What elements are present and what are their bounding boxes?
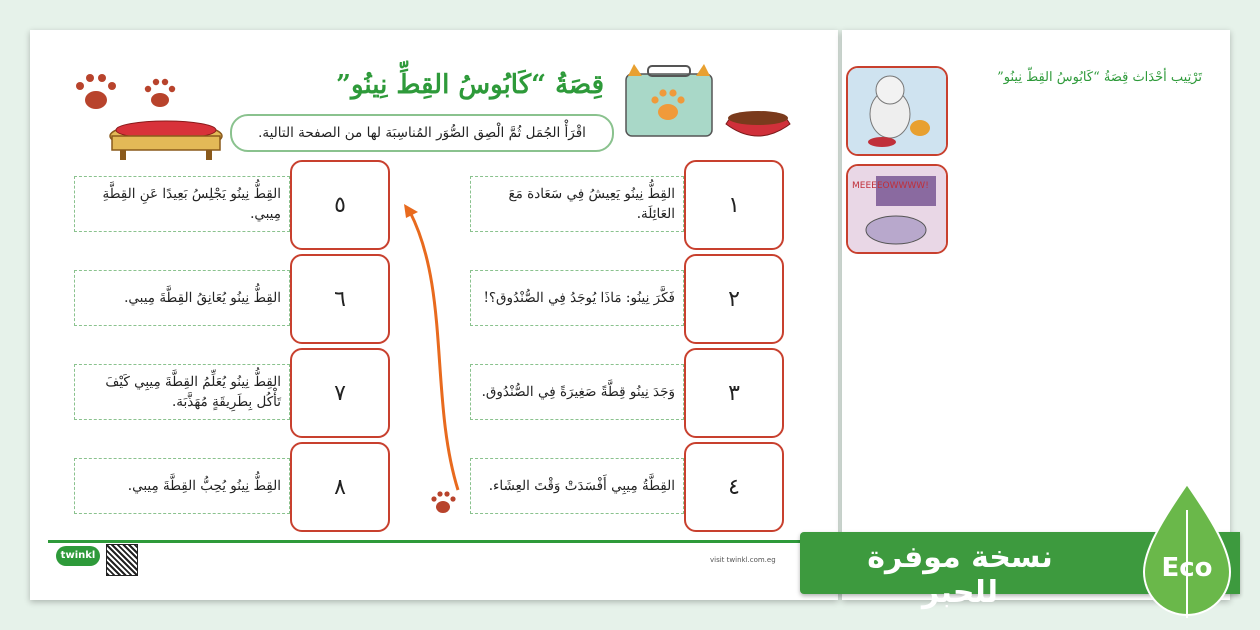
number-box-2: ٢ <box>684 254 784 344</box>
story-image-2 <box>846 164 948 254</box>
sentence-5: القِطُّ نِينُو يَجْلِسُ بَعِيدًا عَنِ القِطَّةِ مِيبي. <box>74 176 290 232</box>
cat-eating-image <box>848 68 946 154</box>
second-page-title: تَرْتِيب أحْدَاث قِصَةُ “كَابُوسُ القِطّ نِينُو” <box>997 70 1202 85</box>
instruction-text: اقْرَأْ الجُمَل ثُمَّ الْصِق الصُّوَر المُناسِبَة لها من الصفحة التالية. <box>230 114 614 152</box>
thumb-caption: MEEEEOWWWW! <box>852 181 929 191</box>
paw-print-icon <box>76 74 116 109</box>
worksheet-title: قِصَةُ “كَابُوسُ القِطِّ نِينُو” <box>335 70 605 100</box>
number-box-8: ٨ <box>290 442 390 532</box>
number-box-3: ٣ <box>684 348 784 438</box>
worksheet-page <box>30 30 838 600</box>
story-image-1 <box>846 66 948 156</box>
number-box-6: ٦ <box>290 254 390 344</box>
sequence-arrow <box>400 200 470 500</box>
qr-code <box>106 544 138 576</box>
number-box-1: ١ <box>684 160 784 250</box>
eco-leaf-icon <box>1142 480 1232 620</box>
eco-label: Eco <box>1161 553 1213 583</box>
cat-bed-illustration <box>66 70 226 170</box>
sentence-2: فَكَّرَ نِينُو: مَاذَا يُوجَدُ فِي الصُّنْدُوق؟! <box>470 270 684 326</box>
footer-visit-text: visit twinkl.com.eg <box>710 556 776 564</box>
sentence-4: القِطَّةُ مِيبِي أَفْسَدَتْ وَقْتَ العِشَاء. <box>470 458 684 514</box>
cat-sleeping-image <box>848 166 946 252</box>
sentence-3: وَجَدَ نِينُو قِطَّةً صَغِيرَةً فِي الصُّنْدُوق. <box>470 364 684 420</box>
sentence-8: القِطُّ نِينُو يُحِبُّ القِطَّةَ مِيبي. <box>74 458 290 514</box>
eco-banner-text: نسخة موفرة للحبر <box>867 540 1053 610</box>
sentence-1: القِطُّ نِينُو يَعِيشُ فِي سَعَادة مَعَ العَائِلَة. <box>470 176 684 232</box>
sentence-6: القِطُّ نِينُو يُعَانِقُ القِطَّةَ مِيبي. <box>74 270 290 326</box>
number-box-5: ٥ <box>290 160 390 250</box>
sentence-7: القِطُّ نِينُو يُعَلِّمُ القِطَّةَ مِيبِي كَيْفَ تَأْكُل بِطَرِيقَةٍ مُهَذَّبَة. <box>74 364 290 420</box>
twinkl-logo: twinkl <box>56 546 100 566</box>
paw-print-icon <box>145 79 175 107</box>
footer-divider <box>48 540 820 543</box>
cat-carrier-illustration <box>618 62 808 142</box>
paw-print-icon <box>428 488 458 518</box>
number-box-4: ٤ <box>684 442 784 532</box>
number-box-7: ٧ <box>290 348 390 438</box>
